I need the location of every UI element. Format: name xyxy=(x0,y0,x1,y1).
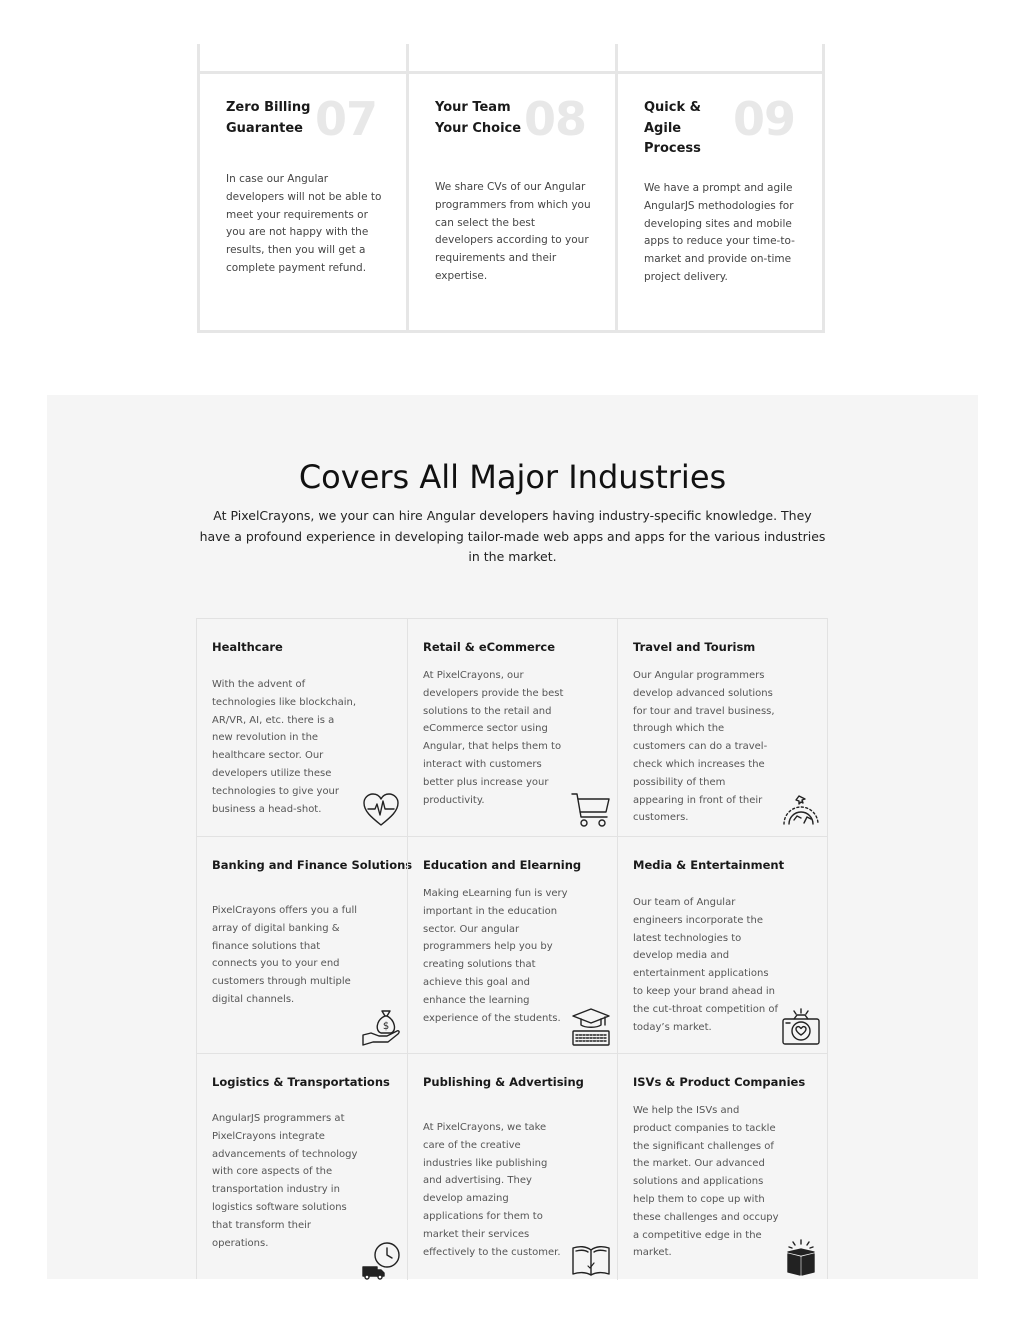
industry-title: Healthcare xyxy=(212,640,283,654)
industry-card-isvs[interactable] xyxy=(617,1053,827,1280)
industry-description: We help the ISVs and product companies to tackle the significant challenges of the market. Our advanced solutions and applications help them to cope up with these challenges and occupy a competitive edge in the market. xyxy=(633,1105,779,1259)
product-box-icon xyxy=(781,1238,821,1278)
industry-card-healthcare[interactable] xyxy=(197,619,407,836)
industry-title: Logistics & Transportations xyxy=(212,1075,390,1089)
industry-title: Media & Entertainment xyxy=(633,858,785,872)
industry-description: Our team of Angular engineers incorporate the latest technologies to develop media and entertainment applications to keep your brand ahead in the cut-throat competition of today’s market. xyxy=(633,897,778,1033)
industry-card-banking[interactable] xyxy=(197,836,413,1053)
heart-pulse-icon xyxy=(361,790,401,830)
svg-text:$: $ xyxy=(382,1021,390,1032)
industry-card-retail[interactable] xyxy=(407,619,617,836)
benefit-card-quick-agile xyxy=(618,77,821,330)
benefit-number: 09 xyxy=(732,92,795,146)
industry-description: AngularJS programmers at PixelCrayons integrate advancements of technology with core aspects of the transportation industry in logistics software solutions that transform their operations. xyxy=(212,1113,358,1249)
benefit-card-your-team xyxy=(409,77,612,330)
benefit-number: 08 xyxy=(523,92,586,146)
industry-title: ISVs & Product Companies xyxy=(633,1075,806,1089)
industry-card-travel[interactable] xyxy=(617,619,827,836)
industry-description: At PixelCrayons, our developers provide the best solutions to the retail and eCommerce sector using Angular, that helps them to interact with customers better plus increase your productivity. xyxy=(423,670,564,806)
industry-title: Education and Elearning xyxy=(423,858,582,872)
camera-heart-icon xyxy=(781,1007,821,1047)
benefits-top-strip xyxy=(200,44,822,74)
benefit-description: In case our Angular developers will not be able to meet your requirements or you are not happy with the results, then you will get a complete payment refund. xyxy=(226,173,382,274)
industry-description: Our Angular programmers develop advanced solutions for tour and travel business, through which the customers can do a travel-check which increases the possibility of them appearing in front of their customers. xyxy=(633,670,775,824)
industry-description: PixelCrayons offers you a full array of digital banking & finance solutions that connects you to your end customers through multiple digital channels. xyxy=(212,905,358,1005)
industry-description: Making eLearning fun is very important in the education sector. Our angular programmers help you by creating solutions that achieve this goal and enhance the learning experience of the students. xyxy=(423,888,568,1024)
industries-section xyxy=(47,395,978,1279)
benefit-card-zero-billing xyxy=(200,77,403,330)
industry-title: Retail & eCommerce xyxy=(423,640,556,654)
benefit-number: 07 xyxy=(314,92,377,146)
section-title: Covers All Major Industries xyxy=(298,458,727,496)
benefits-grid xyxy=(197,44,825,333)
globe-plane-icon xyxy=(781,790,821,830)
industry-card-education[interactable] xyxy=(407,836,617,1053)
industry-title: Banking and Finance Solutions xyxy=(212,858,413,872)
section-subtitle: At PixelCrayons, we your can hire Angular developers having industry-specific knowledge. They have a profound experience in developing tailor-made web apps and apps for the various industries in the market. xyxy=(199,508,826,564)
shopping-cart-icon xyxy=(571,790,611,830)
industry-description: At PixelCrayons, we take care of the creative industries like publishing and advertising. They develop amazing applications for them to market their services effectively to the customer. xyxy=(423,1122,561,1258)
industry-description: With the advent of technologies like blockchain, AR/VR, AI, etc. there is a new revolution in the healthcare sector. Our developers utilize these technologies to give your business a head-shot. xyxy=(212,679,357,815)
money-bag-hand-icon xyxy=(361,1007,401,1047)
open-book-icon xyxy=(571,1240,611,1280)
industries-grid xyxy=(196,618,828,1279)
truck-clock-icon xyxy=(361,1240,401,1280)
benefit-title: Quick & Agile Process xyxy=(644,100,701,156)
graduation-cap-keyboard-icon xyxy=(571,1007,611,1047)
industry-title: Travel and Tourism xyxy=(633,640,756,654)
benefit-description: We share CVs of our Angular programmers from which you can select the best developers according to your requirements and their expertise. xyxy=(435,181,591,282)
industry-card-logistics[interactable] xyxy=(197,1053,407,1280)
industry-card-publishing[interactable] xyxy=(407,1053,617,1280)
industry-title: Publishing & Advertising xyxy=(423,1075,584,1089)
benefit-description: We have a prompt and agile AngularJS methodologies for developing sites and mobile apps to reduce your time-to-market and provide on-time project delivery. xyxy=(644,182,795,283)
industry-card-media[interactable] xyxy=(617,836,827,1053)
benefit-title: Zero Billing Guarantee xyxy=(226,100,311,136)
benefit-title: Your Team Your Choice xyxy=(435,100,522,136)
